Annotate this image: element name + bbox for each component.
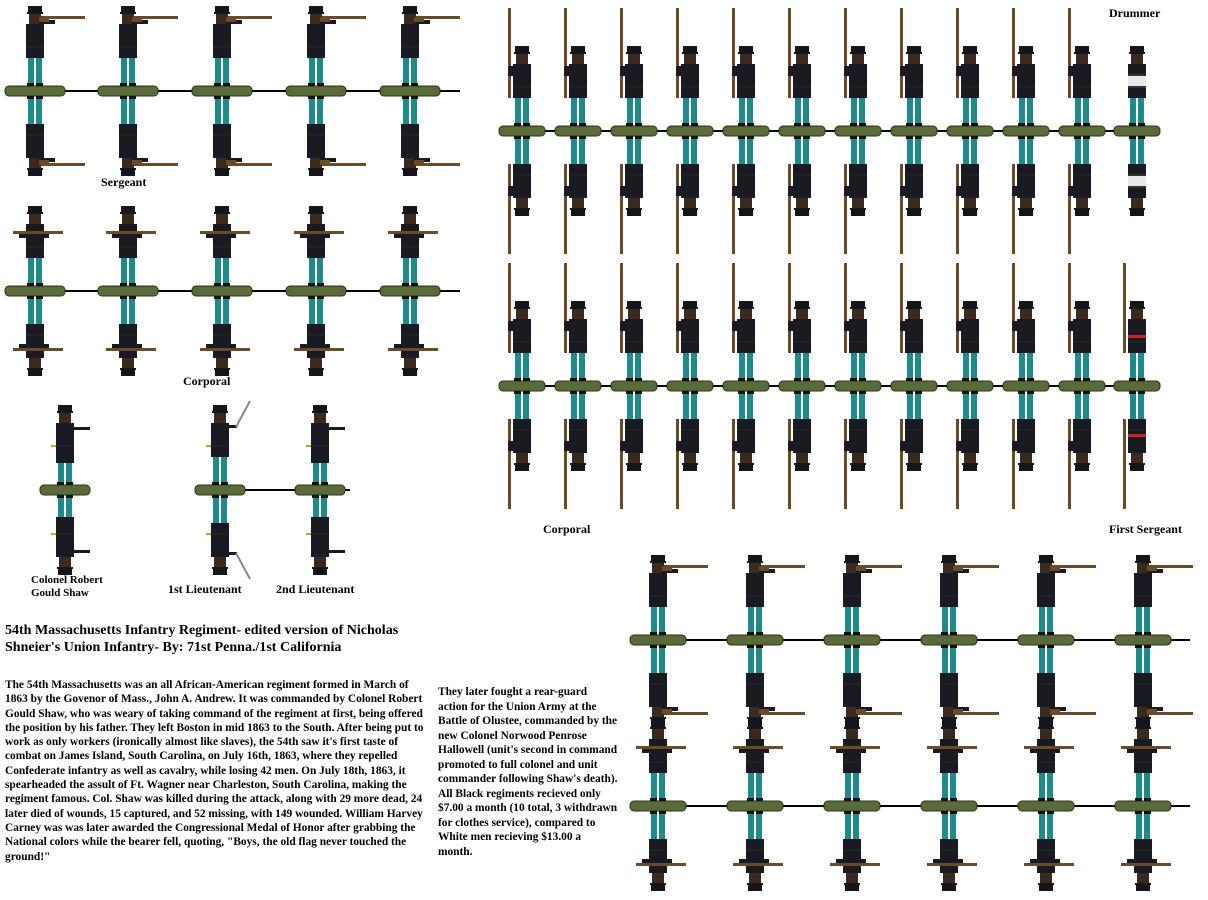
corporal-right-figure	[1068, 263, 1091, 381]
firing-private-figure	[940, 555, 999, 635]
sergeant-base	[192, 86, 252, 96]
corporal-right-base	[667, 381, 713, 391]
colonel-base	[40, 485, 90, 495]
corporal-right-figure-reflected	[1012, 391, 1035, 509]
corporal-figure	[13, 206, 63, 286]
corporal-right-figure-reflected	[844, 391, 867, 509]
corporal-right-figure	[676, 263, 699, 381]
private-figure	[844, 8, 867, 126]
private-figure-reflected	[788, 136, 811, 254]
drummer-figure-reflected	[1128, 136, 1146, 216]
private-figure-reflected	[676, 136, 699, 254]
private-figure	[732, 8, 755, 126]
corporal-right-base	[1059, 381, 1105, 391]
private-figure-reflected	[956, 136, 979, 254]
ready-private-base	[1018, 801, 1074, 811]
colonel-label: Colonel Robert Gould Shaw	[31, 574, 103, 599]
first-sergeant-base	[1114, 381, 1160, 391]
corporal-base	[192, 286, 252, 296]
firing-private-figure-reflected	[649, 645, 708, 725]
sergeant-figure	[307, 6, 366, 86]
corporal-figure	[388, 206, 438, 286]
drummer-figure	[1128, 46, 1146, 126]
private-base	[1059, 126, 1105, 136]
private-figure	[1068, 8, 1091, 126]
firing-private-base	[630, 635, 686, 645]
first-lieutenant-figure	[206, 401, 250, 485]
firing-private-base	[727, 635, 783, 645]
pay-paragraph: They later fought a rear-guard action for the Union Army at the Battle of Olustee, commanded by the new Colonel Norwood Penrose Hallowell (unit's second in command promoted to full colonel and unit commander following Shaw's death). All Black regiments recieved only $7.00 a month (10 total, 3 withdrawn for clothes service), compared to White men recieving $13.00 a month.	[438, 686, 618, 858]
sergeant-base	[380, 86, 440, 96]
private-figure-reflected	[508, 136, 531, 254]
ready-private-figure	[927, 721, 977, 801]
corporal-right-figure-reflected	[676, 391, 699, 509]
ready-private-figure	[1121, 721, 1171, 801]
corporal-base	[5, 286, 65, 296]
corporal-right-base	[779, 381, 825, 391]
private-base	[555, 126, 601, 136]
firing-private-figure	[843, 555, 902, 635]
sergeant-figure-reflected	[401, 96, 460, 176]
sergeant-figure-reflected	[26, 96, 85, 176]
firing-private-figure-reflected	[1037, 645, 1096, 725]
ready-private-figure-reflected	[927, 811, 977, 891]
history-paragraph: The 54th Massachusetts was an all African-American regiment formed in March of 1863 by the Govenor of Mass., John A. Andrew. It was commanded by Colonel Robert Gould Shaw, who was weary of taking command of the regiment at first, being offered the position by his father. They left Boston in mid 1863 to the South. After being put to work as only workers (ironically almost like slaves), the 54th saw it's first taste of combat on James Island, South Carolina, on July 16th, 1863, where they repelled Confederate infantry as well as cavalry, while losing 42 men. On July 18th, 1863, it spearheaded the assult of Ft. Wagner near Charleston, South Carolina, making the regiment famous. Col. Shaw was killed during the attack, along with 29 more dead, 24 later died of wounds, 15 captured, and 52 missing, with 149 wounded. William Harvey Carney was was later awarded the Congressional Medal of Honor after grabbing the National colors while the bearer fell, quoting, "Boys, the old flag never touched the ground!"	[5, 679, 424, 863]
second-lieutenant-figure-reflected	[306, 495, 345, 575]
private-figure	[508, 8, 531, 126]
private-figure-reflected	[844, 136, 867, 254]
corporal-figure-reflected	[13, 296, 63, 376]
private-base	[779, 126, 825, 136]
corporal-right-base	[611, 381, 657, 391]
corporal-figure	[294, 206, 344, 286]
firing-private-figure	[746, 555, 805, 635]
drummer-label: Drummer	[1109, 6, 1161, 20]
firing-private-base	[1115, 635, 1171, 645]
ready-private-figure-reflected	[1121, 811, 1171, 891]
private-figure-reflected	[732, 136, 755, 254]
colonel-figure-reflected	[51, 495, 90, 575]
firing-private-figure	[1037, 555, 1096, 635]
corporal-right-figure-reflected	[564, 391, 587, 509]
private-base	[499, 126, 545, 136]
private-figure	[900, 8, 923, 126]
corporal-figure-reflected	[388, 296, 438, 376]
firing-private-base	[824, 635, 880, 645]
corporal-right-figure-reflected	[620, 391, 643, 509]
corporal-right-figure-reflected	[956, 391, 979, 509]
sergeant-base	[98, 86, 158, 96]
ready-private-base	[630, 801, 686, 811]
colonel-figure	[51, 405, 90, 485]
ready-private-figure-reflected	[733, 811, 783, 891]
first-sergeant-figure	[1123, 263, 1146, 381]
first-sergeant-label: First Sergeant	[1109, 522, 1182, 536]
private-base	[835, 126, 881, 136]
ready-private-base	[824, 801, 880, 811]
firing-private-base	[921, 635, 977, 645]
corporal-right-base	[835, 381, 881, 391]
private-figure-reflected	[1012, 136, 1035, 254]
private-figure	[1012, 8, 1035, 126]
ready-private-figure	[830, 721, 880, 801]
corporal-right-figure	[956, 263, 979, 381]
ready-private-base	[727, 801, 783, 811]
drummer-base	[1114, 126, 1160, 136]
corporal-figure-reflected	[200, 296, 250, 376]
page-title: 54th Massachusetts Infantry Regiment- edited version of Nicholas Shneier's Union Infantry- By: 71st Penna./1st California	[5, 623, 399, 655]
second-lieutenant-figure	[306, 405, 345, 485]
sergeant-figure	[119, 6, 178, 86]
corporal-figure-reflected	[294, 296, 344, 376]
first-lieutenant-label: 1st Lieutenant	[168, 582, 242, 596]
corporal-right-figure	[620, 263, 643, 381]
sergeant-figure	[213, 6, 272, 86]
private-base	[1003, 126, 1049, 136]
corporal-right-base	[947, 381, 993, 391]
sergeant-figure-reflected	[213, 96, 272, 176]
private-figure	[620, 8, 643, 126]
firing-private-figure-reflected	[746, 645, 805, 725]
corporal-figure	[106, 206, 156, 286]
corporal-base	[98, 286, 158, 296]
corporal-label-right: Corporal	[543, 522, 591, 536]
corporal-figure	[200, 206, 250, 286]
private-figure-reflected	[1068, 136, 1091, 254]
private-figure	[788, 8, 811, 126]
ready-private-figure-reflected	[830, 811, 880, 891]
corporal-right-figure	[564, 263, 587, 381]
corporal-right-figure-reflected	[732, 391, 755, 509]
corporal-right-figure-reflected	[1068, 391, 1091, 509]
second-lieutenant-label: 2nd Lieutenant	[276, 582, 355, 596]
private-figure	[676, 8, 699, 126]
firing-private-base	[1018, 635, 1074, 645]
private-base	[667, 126, 713, 136]
corporal-right-figure	[788, 263, 811, 381]
sergeant-figure	[401, 6, 460, 86]
corporal-right-base	[499, 381, 545, 391]
ready-private-figure-reflected	[1024, 811, 1074, 891]
sergeant-label: Sergeant	[101, 175, 147, 189]
corporal-right-figure-reflected	[900, 391, 923, 509]
firing-private-figure-reflected	[940, 645, 999, 725]
firing-private-figure	[1134, 555, 1193, 635]
ready-private-figure	[1024, 721, 1074, 801]
corporal-right-figure	[732, 263, 755, 381]
corporal-right-figure	[1012, 263, 1035, 381]
firing-private-figure-reflected	[1134, 645, 1193, 725]
firing-private-figure-reflected	[843, 645, 902, 725]
corporal-figure-reflected	[106, 296, 156, 376]
ready-private-base	[1115, 801, 1171, 811]
corporal-right-base	[1003, 381, 1049, 391]
private-figure	[564, 8, 587, 126]
first-lieutenant-figure-reflected	[206, 495, 250, 579]
corporal-base	[380, 286, 440, 296]
private-base	[611, 126, 657, 136]
ready-private-figure-reflected	[636, 811, 686, 891]
private-base	[891, 126, 937, 136]
corporal-right-figure-reflected	[508, 391, 531, 509]
sergeant-figure	[26, 6, 85, 86]
corporal-right-figure	[900, 263, 923, 381]
corporal-right-figure	[844, 263, 867, 381]
sergeant-figure-reflected	[119, 96, 178, 176]
sergeant-base	[286, 86, 346, 96]
corporal-label-left: Corporal	[183, 374, 231, 388]
corporal-right-base	[555, 381, 601, 391]
corporal-right-figure-reflected	[788, 391, 811, 509]
private-figure-reflected	[900, 136, 923, 254]
private-figure	[956, 8, 979, 126]
corporal-right-figure	[508, 263, 531, 381]
first-lieutenant-base	[195, 485, 245, 495]
private-figure-reflected	[564, 136, 587, 254]
second-lieutenant-base	[295, 485, 345, 495]
first-sergeant-figure-reflected	[1123, 391, 1146, 509]
corporal-right-base	[723, 381, 769, 391]
private-base	[723, 126, 769, 136]
sergeant-base	[5, 86, 65, 96]
private-figure-reflected	[620, 136, 643, 254]
ready-private-base	[921, 801, 977, 811]
firing-private-figure	[649, 555, 708, 635]
private-base	[947, 126, 993, 136]
ready-private-figure	[733, 721, 783, 801]
ready-private-figure	[636, 721, 686, 801]
corporal-right-base	[891, 381, 937, 391]
sergeant-figure-reflected	[307, 96, 366, 176]
corporal-base	[286, 286, 346, 296]
